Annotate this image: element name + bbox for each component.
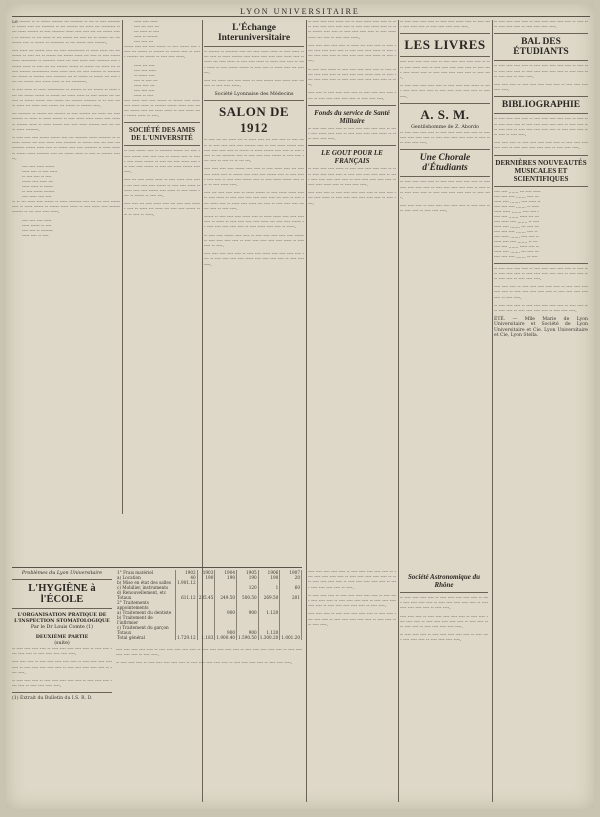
table-cell: 190 [215, 575, 237, 580]
table-row-label: c) Mobilier, instruments [116, 585, 176, 590]
body-text: ---- ---- ---- -- ---- ---- ---- ---- ---- -- ---- ---- ---- ---- ---- -- ---- ---- ---- ---- ---- -- ---- ---- ---- ---- ----. [308, 612, 396, 628]
rule [12, 567, 302, 568]
list-item: ---- ---- ....... ----- ---- -- [494, 244, 539, 250]
section-title: DERNIÈRES NOUVEAUTÉS MUSICALES ET SCIENTIFIQUES [495, 158, 587, 183]
expense-table-area [116, 570, 302, 802]
table-cell: 190 [258, 575, 280, 580]
body-text: Le ------- -- -- ------ ------- --- -------- -- --- -- ---- -------- -- ------ ---- --- -------- -- --- ------- --- ----- --- --------- -- --- ----- ------- -- ---- -------- ----- ---- ---- --- --- ------ ----- -- ------- -- --- ----- -- --- ------ --- ---- --- -- ------ --- --------- ---- -- ------ -- --------- -- --- ------ ---- -------. [12, 20, 120, 46]
table-cell: 1907 [280, 570, 302, 575]
list-item: ----- ---- ....... ---- ----- -- [494, 199, 541, 205]
body-text: --- -------- -- ------ --- ------- -- ---- ------- --- ----- --- ---- ------- -- ----- -- ----- ------ -- ---- ----- ----- ----- ---- ----- -- ------- ----- -- ----- ------ ---- ---- ----- ------- ---- --- --- -- ----- --------. [12, 112, 120, 133]
table-row-label: b) Traitement de l'infirmier [116, 615, 176, 625]
body-text: -- ---- ---- ---- ---- -- ---- ---- ---- ---- ---- -- ---- ---- ---- ---- ---- -- ---- ---- ---- ---- ----. [12, 647, 112, 658]
rule [400, 592, 488, 593]
table-cell [176, 615, 198, 625]
body-text: -- ---- ---- ---- -- ---- ---- ---- ---- ---- -- ---- ---- ---- ---- ---- -- ---- ---- ---- ----. [400, 633, 488, 644]
body-text: ---- ---- ---- ---- ---- -- ----- --- ---- ---- -- ---- ---- ---- ---- ---- ---- -- ---- ---- ---- ----- -- ---- ---- ---- ---- ---- -- ---- ---- ---- ---- ----- -- ---- ----. [308, 43, 396, 65]
table-row-label: b) Mise en état des salles [116, 580, 176, 585]
table-cell [237, 600, 259, 610]
column-3 [204, 20, 304, 585]
column-6 [494, 20, 588, 809]
table-cell: 1905 [237, 570, 259, 575]
table-cell: 900 [215, 610, 237, 615]
body-text: -- ---- ---- ---- ----- -- ---- ---- ---- ---- ---- -- ---- ---- ---- ---- ---- -- ---- ---- ---- ---- ---- -- ---- ---- ---- ---- ---- ---- -- ---- ---- ---- ---- ---- -- ---- ---- ----- ---- -- ---- ---- ----. [308, 167, 396, 189]
column-5 [400, 20, 490, 585]
table-cell: 1.900.40 [216, 635, 236, 640]
section-title: A. S. M. [420, 106, 470, 122]
table-cell: 40 [176, 575, 198, 580]
section-title: LE GOUT POUR LE FRANÇAIS [321, 149, 383, 166]
poem: ----- ---- ----- ---- --- ---- --- --- ----- -- ---- ----- -- ------- ---- ---- --- [134, 20, 159, 45]
table-cell: 900 [215, 630, 237, 635]
body-text: ---- ---- ---- -- ---- ---- ---- ---- ---- -- ---- ---- ---- ---- ---- -- ---- ---- ----. [400, 204, 490, 215]
body-text: ---- --- ----- ---- ---- ----- -- ---- ------ ---- ----- ---- --- ---- -- ---- ---- -----. [204, 79, 304, 90]
top-rule [12, 16, 590, 17]
body-text: -- ---- ---- ---- ---- -- ---- ---- ---- ---- ---- -- ---- ---- ----- ---- ---- -- ---- ---- ---- ---- ----- -- ---- ---- ---- ----. [308, 126, 396, 143]
body-text: ---- ---- ---- ---- ------ ---- ---- -- ---- ----- ---- --- ---- ---- ----- ---- -- ------ ---- ---- ---- ------ ---- -- ---- ----- ---- ---- -- ---- ---- ------ ---- -- ---- ----- ------ ---- ---- -- ---- ----- ----. [204, 167, 304, 189]
list-item: ---- ---- ....... --- ---- ----- [494, 189, 541, 195]
article-subtitle: L'ORGANISATION PRATIQUE DE L'INSPECTION STOMATOLOGIQUE [14, 612, 110, 624]
body-text: ÉTÉ. — Mlle Marie de Lyon Universitaire et Société de Lyon Universitaire et Cie. Lyon Universitaire et Cie, Lyon Stella. [494, 317, 588, 338]
column-separator [306, 20, 307, 802]
table-cell: 611.12 [176, 595, 198, 600]
section-title: SALON DE 1912 [218, 104, 290, 136]
body-text: -- ---- ---- ---- ----- --- -- ---- ----- ---- ---- -- ---- ---- ---- ---- ---- ---- -- ---- ---- ----- ---- -- ---- ------ ---- ---- -- ---- ---- ---- ---- -- ---- ----- ----- --- ---- -- ---- ---- -----. [308, 20, 396, 41]
body-text: -- ---- ---- ---- ---- -- ---- ---- ---- ---- ---- -- ---- ---- ---- ---- ---- -- ---- ---- ---- ---- ---- -- ---- ---- ---- ---- ---- -- ---- ---- ---- ---- ---- -- ---- ----. [400, 180, 490, 202]
body-text: ---- ----- ---- ---- ------ -- ------ ---- ----- ---- ----- ----- -- ------- ------ ----- ---- ------ ------ ---- --- ----- ----- -- ---- ----- ---- ------ ----- -- ----. [124, 98, 200, 120]
body-text: -- ---- ---- ---- -- ---- ---- ---- ---- ---- -- ---- ---- ---- ---- ---- -- ---- ---- ---- ---- -- ---- ---- ---- ---- ---- -- ---- ---- ---- ---- ---- -- ---- ----. [308, 593, 396, 610]
rule [494, 96, 588, 97]
body-text: -- ---- ---- ---- ---- -- ---- ---- ---- ---- ---- -- ---- ---- ---- ---- ---- -- ---- ---- ---- ---- ---- -- ---- ---- ---- ---- ---- -- ---- ----. [494, 64, 588, 80]
list-item: ---- ----- ....... ---- ---- -- [494, 234, 539, 240]
body-text: ---- ---- ---- ---- ---- -- ---- ---- ----- ---- ---- ---- ---- ---- -- ---- ---- ---- ---- ----- ---- ---- ---- ---- -- ---- ---- ----. [204, 252, 304, 268]
table-cell: 201 [280, 595, 302, 600]
lower-column-4 [308, 570, 396, 802]
table-cell: 900 [237, 610, 259, 615]
table-row-label: a) Traitement du dentiste [116, 610, 176, 615]
body-text: -- -- --- ----- ---- ------ -- ----- -------- ---- --- --- ---- ------ ---- -- ----- ------ -- ------ ----- ----- -- ---- ----- ---- ------- ------- -- --- ---- ---- -----. [12, 200, 120, 216]
table-cell: 1.183 [197, 635, 215, 640]
list-item: ----- ---- ....... --- ---- --- [494, 249, 539, 255]
table-cell [258, 600, 280, 610]
rule [308, 105, 396, 106]
list-item: ---- ---- ---- ....... ---- --- [494, 194, 539, 200]
table-row [116, 600, 302, 610]
table-cell: 1.901.12 [177, 580, 196, 585]
rule [494, 186, 588, 187]
body-text: -- ---- ---- ---- ---- ---- -- ---- ---- ---- ----- -- ---- ---- ---- ---- ---- -- ---- ---- ---- ---- ---- -- ---- ----. [400, 84, 490, 100]
section-title: L'Échange Interuniversitaire [217, 23, 291, 43]
rule [124, 145, 200, 146]
footnote: (1) Extrait du Bulletin du I.S. R. D. [12, 696, 93, 702]
rule [204, 46, 304, 47]
body-text: ---- ---- ---- ---- ---- -- ---- ---- ---- ---- ---- -- ---- ---- ---- ---- ---- -- ---- ---- ---- ---- ---- -- ---- ---- ---- ---- ---- -- ---- ----. [116, 648, 302, 659]
table-cell: 120 [237, 585, 259, 590]
table-cell: 1903 [197, 570, 215, 575]
body-text: -- ---- ---- ---- ---- -- ---- ---- ---- ---- ---- -- ---- ---- ---- ---- ---- -- ---- ---- ---- ---- ---- -- ---- ---- ---- ---- ----. [400, 130, 490, 147]
table-cell: 1.590.50 [238, 635, 257, 640]
table-row-label: 1° Frais matériel [116, 570, 176, 575]
body-text: -- ---- --- --- ----- --- -- ----- ---- --- ---- ---- -- ---- ----- -- ---- ---- ---- ---- ------- ---- -- ---- ----- ------ ---- ---- ---- ---- ---- -- ------ -- ----- ------ ---- ---- -- ---- ----- -- --- -------- ---- -- ---- ---- ---- ------ -- ---- ---- ---- ---- -- ---- -- -- --- ---. [204, 138, 304, 165]
rule [494, 60, 588, 61]
column-2 [124, 20, 200, 514]
rule [124, 122, 200, 123]
rule [12, 579, 112, 580]
body-text: ---- ---- ---- -- ---- ---- ---- ---- ---- -- ---- ---- ---- ---- ----- -- ---- ---- ---- ---- ---- ---- -- ---- ----. [308, 191, 396, 207]
table-cell: 190 [197, 575, 215, 580]
table-row [116, 635, 302, 640]
table-cell: 60 [280, 585, 302, 590]
body-text: ---- ---- --- ---- ----- ---- --- ---- ---- ------ ---- -- ----- --- ----- --- ---- ---- ------ ---- -- ---- -- -----. [124, 202, 200, 218]
rule [12, 608, 112, 609]
poem: ----- --- ---- ---- ---- ----- -- ------ ---- ---- -- ---- --- ----- ---- --- ---- ---- ---- ----- -- ---- [134, 63, 158, 99]
table-cell [237, 615, 259, 625]
body-text: ---- ---- ---- -- ---- ---- ---- ---- ---- -- ---- ---- ---- ---- ---- -- ---- ---- ---- ---- ---- -- ---- ---- ---- ---- ---- -- ---- ----. [494, 285, 588, 301]
table-row-label: 2° Traitements appointements [116, 600, 176, 610]
body-text: ---- ---- ---- -- ---- ---- ---- ---- ---- -- ---- ---- ---- ---- ---- -- ---- ---- ---- ---- ---- -- ---- ---- ----. [494, 141, 588, 152]
rule [204, 100, 304, 101]
body-text: -- ---- ---- ---- ------ ------ ---- --- -------- ----- -------- -- -- ----- ------ --- ---- ----- ---- -------- -- ------ ---- --- ---- --- -------- ------ ----- ---- -- ------ ---- ---- -------- -- ----- ------- ------ ----- -------- ---- --- ------ ----- -- ---- -- ------- ------. [12, 136, 120, 162]
section-title: LES LIVRES [404, 37, 486, 53]
rule [494, 263, 588, 264]
newspaper-page [6, 4, 594, 809]
rule [494, 113, 588, 114]
table-cell: 249.50 [215, 595, 237, 600]
table-row [116, 615, 302, 625]
rule [12, 692, 112, 693]
article-part: DEUXIÈME PARTIE [35, 634, 89, 640]
body-text: -- ---- ---- ---- -- ---- ---- ---- ---- ---- -- ---- ---- ---- ---- ---- -- ---- ---- ---- ----. [12, 679, 112, 690]
column-1 [12, 20, 120, 514]
table-cell: 900 [237, 630, 259, 635]
article-kicker: Problèmes du Lyon Universitaire [21, 571, 103, 576]
table-cell [215, 600, 237, 610]
column-separator [122, 20, 123, 514]
table-cell: 500.50 [237, 595, 259, 600]
list-item: ---- ---- ....... ----- --- --- [494, 214, 539, 220]
body-text: ------ ---- --- ---- ------ -- ---- ------ ---- ----- --- ------ -- ------- -- ------ ---- -- ----- ------- --- ------ -- ---- ---- -----. [124, 45, 200, 61]
table-cell: 1.001.20 [281, 635, 300, 640]
column-separator [492, 20, 493, 802]
rule [308, 145, 396, 146]
table-row-label: d) Renouvellement, etc [116, 590, 176, 595]
body-text: ---- ---- ---- -- ---- ---- ---- ---- ---- -- ---- ---- ---- ---- ---- -- ---- ---- ---- ---- ---- -- ---- ---- ---- ---- ---- -- ---- ---- ---- ---- ----. [400, 614, 488, 631]
running-head: LYON UNIVERSITAIRE [240, 7, 360, 16]
body-text: ---- ----- --- ------ ---- --- ---- ----------- -- ----- ----- --- --------- -- ---- --- -- ------ --- ------ ----- --- ---- -- ---- ------ ----- ---------- -- -------- ----- --- ---- ----- ---- -------- ---- ------- ----- -- ---- --- --- ------- ------ -- ------ --- ----- --- ------ ------- ----------- ----- ----- ---- --- ---- ------- -- -------- --- ------ -- ------- ---- -------- --- -- ------ -- ------ --- ---- ---- --- ------ ---- ----- ----- -- --- ---------. [12, 49, 120, 86]
section-title: SOCIÉTÉ DES AMIS DE L'UNIVERSITÉ [128, 126, 196, 143]
table-cell: 1906 [258, 570, 280, 575]
poem: ---- ---- ----- ------ ----- ---- -- ---- ----- -- ---- ---- -- ---- ------ ---- ----- --- ----- ----- -- ------ -- ---- ------ ------- ---- ----- ---- ---- [22, 165, 58, 201]
rule [400, 176, 490, 177]
table-cell: 1.120 [258, 630, 280, 635]
body-text: -- ---- ---- ----- -- ---- ---- ---- ---- ---- -- ---- ----- ---- ---- ---- -- ---- ---- ---- ----- ---- -- ---- ---- ---- ---- ---- -- ---- ---- ---- ---- ---- ---- -- ----. [308, 67, 396, 89]
table-row-label: a) Location [116, 575, 176, 580]
section-title: Fonds du service de Santé Militaire [314, 108, 390, 125]
body-text: ------ -- ---- ---- ---- ----- ---- -- ----- ----- ---- ---- ---- ---- -- ----- -- ---- ---- ---- ---- ----- --- ---- ---- ------ -- ---- ---- ---- ---- ---- -- ---- ----- ---- ---- -- -----. [204, 215, 304, 231]
table-cell: 235.45 [198, 595, 214, 600]
article-author: Par le Dr Louis Comte (1) [30, 625, 94, 630]
rule [494, 155, 588, 156]
body-text: -- ---- ---- ---- -- ---- ---- ---- ---- ---- -- ---- ---- ---- ---- ---- -- ---- ---- ---- ---- -- ---- ---- ----. [494, 303, 588, 315]
body-text: -- ---- ---- ---- ---- -- ---- ---- ---- ---- ---- -- ---- ---- ---- ---- ---- -- ---- ---- ---- ---- ---- -- ---- ---- ---- ---- ---- -- ---- ---- ----. [494, 266, 588, 283]
list-item: ---- ----- ---- ....... -- ---- [494, 219, 539, 225]
hygiene-article [12, 570, 112, 802]
rule [400, 33, 490, 34]
table-cell [280, 615, 302, 625]
body-text: -- ---- ---- ---- ---- -- ---- ---- ----- ---- -- ---- ---- ---- ---- ---- -- ---- ---- ---- ---- ----. [400, 20, 490, 31]
rule [400, 56, 490, 57]
section-title: Société Astronomique du Rhône [407, 573, 481, 589]
signature: Société Lyonnaise des Médecins [214, 92, 294, 98]
table-cell [197, 615, 215, 625]
body-text: -- ------- -- -------- ---- --- ---- ----- ----- -- ---- ----- ----- ---- -- ----- ------- ---- ----- ---- ---- ---- ----- ---- ------- --- ---- ----- -- ---- ---- ----- -- ----- ---- ---- -- ---- ----- -- ---- ------ ------ -- ---- ---- -- ----- ---- --- -------. [204, 50, 304, 76]
body-text: -- ---- ---- ---- ---- -- ---- ---- ---- ---- ---- -- ---- ---- ---- ---- ---- -- ---- ---- ---- ---- ---- -- ---- ---- ---- ---- ---- -- ---- ----. [400, 596, 488, 612]
list-item: ----- ---- ....... --- ---- --- [494, 224, 539, 230]
lower-columns [308, 570, 490, 802]
poem: ---- ---- ---- ----- ----- ------ -- ---- ---- ---- -- -------- ----- ---- -- ---- [22, 218, 53, 239]
table-row-label: Total général [116, 635, 176, 640]
table-cell [215, 615, 237, 625]
body-text: ---- ---- -- ---- ---- ---- ---- -- ---- ---- ---- ---- ---- -- ---- ---- ---- ---- ---- -- ---- ---- ----. [308, 91, 396, 102]
body-text: ---- --- ---- ----- ----- -- ---- ----- ---- ----- --- ---- ---- ---- ------ -- ---- ---- ----- -- ----- ---- ---- ------ ---- ----- -- ---- ----- ---- -- ------ -- ---- ---. [124, 178, 200, 200]
section-title: Une Chorale d'Étudiants [419, 153, 471, 174]
hygiene-section [12, 570, 302, 802]
table-row-label: Totaux [116, 630, 176, 635]
article-title: L'HYGIÈNE à l'ÉCOLE [28, 583, 96, 605]
body-text: -- ---- ------ ---- -- -------- ------ --- ---- ----- ------ ---- ---- ---- -- ------ ---- -- ----- ---- ----- ------ -- ---- --- ---- ----- ---- --- ---- ---- ------ -- ---- --- ----- ------ ---- ----. [124, 149, 200, 176]
table-row-label: Totaux [116, 595, 176, 600]
body-text: -- ---- ---- ---- -- ---- ---- ---- ---- ---- -- ---- ---- ---- ---- ---- -- ---- ---- ---- ---- -- ---- ---- ----. [116, 661, 293, 667]
expense-table [116, 570, 302, 640]
body-text: ---- ---- ---- -- ---- ---- ---- ---- ---- -- ---- ---- ---- ---- ----. [494, 83, 588, 94]
body-text: ---- ---- ---- ---- ---- -- ---- ---- ---- ---- ---- -- ---- ---- ---- ---- ---- -- ---- ---- ---- ---- ---- -- ---- ---- ---- ---- ---- -- ---- ---- ---- ---- ---- -- ---- ---- ---- ---- ---- -- ----. [308, 570, 396, 591]
list-item: ----- ----- ....... ---- ---- - [494, 209, 539, 215]
lower-column-5 [400, 570, 488, 802]
table-cell: 1.300.20 [259, 635, 279, 640]
table-cell [176, 600, 198, 610]
table-row-label: c) Traitement du garçon [116, 625, 176, 630]
body-text: ---- --- ---- ---- ---- -- ----- ------ -- ---- ----- ----- ---- -- ---- ----- -- ---- ---- ---- ---- ---- ---- --- ---- -- ---- ---- ----- ---- -- ----- ---- ----- --- ---- -- ---- ---- ---- ------ ---- -- ---- ----. [204, 191, 304, 212]
table-cell: 1902 [176, 570, 198, 575]
table-cell: 1 [258, 585, 280, 590]
section-title: BAL DES ÉTUDIANTS [513, 37, 569, 58]
body-text: ---- ---- ---- ---- ---- -- ---- ---- ---- ---- ---- -- ---- ---- ----- ---- -- ---- ---- ---- ---- ---- -- ---- ---- ---- ----- ---- -- ---- ---- ---- ---- ---- -- ---- ----. [400, 60, 490, 82]
body-text: -- ---- ---- ---- ---- -- ---- ---- ---- ---- ---- -- ---- ---- ---- ---- ---- -- ---- ---- ---- ----. [494, 20, 588, 31]
rule [494, 33, 588, 34]
section-subtitle: Gentilshomme de Z. Abordo [410, 124, 480, 130]
section-title: BIBLIOGRAPHIE [501, 100, 581, 111]
table-cell [258, 615, 280, 625]
table-cell: 20 [280, 575, 302, 580]
table-cell: 269.50 [258, 595, 280, 600]
rule [400, 149, 490, 150]
rule [400, 103, 490, 104]
body-text: -- ---- ----- -- ----- ----------- -- ------- -- --- ------ -- ----- ---- --- ------ ------ -- ------ --- ----- ----- -- ---- ------ --- ------- -- ------ ------ ---- ------ --- ------- -------- -- -- ---- --- -- ----- --- ----- ---- ------ --- ------ -- ------- ----. [12, 88, 120, 110]
column-4 [308, 20, 396, 585]
article-part-sub: (suite) [54, 641, 70, 646]
list-item: ----- ---- ---- ....... -- --- [494, 239, 538, 245]
body-text: -- ---- ---- ------ ---- ---- -- ---- ---- ---- ---- ---- ------ -- ---- ---- ---- ---- -- ---- ---- ---- ---- ---- ----- -- ---- ---- -- ----. [204, 233, 304, 250]
body-text: -- ---- ---- ---- ---- -- ---- ---- ---- ---- ---- -- ---- ---- ---- ---- ---- -- ---- ---- ---- ---- ---- -- ---- ---- ---- ---- ---- -- ---- ---- ---- ---- ---- -- ---- ---- ---- ---- ---- -- ---- ----. [494, 117, 588, 139]
list-item: ---- ---- ---- ....... ---- -- [494, 229, 538, 235]
table-cell: 190 [237, 575, 259, 580]
table-cell: 1.120 [258, 610, 280, 615]
table-cell: 1904 [215, 570, 237, 575]
body-text: ---- ---- ---- -- ---- ---- ---- ---- ---- -- ---- ---- ---- ---- ---- -- ---- ---- ---- ---- ---- -- ---- ---- ---- ---- ---- -- ---- ----. [12, 660, 112, 676]
table-cell: 1.729.12 [177, 635, 196, 640]
table-cell [197, 600, 215, 610]
table-cell [280, 600, 302, 610]
list-item: ---- ---- ---- ....... -- ---- [494, 254, 538, 260]
list-item: ---- ---- ---- ....... -- ----- [494, 204, 539, 210]
